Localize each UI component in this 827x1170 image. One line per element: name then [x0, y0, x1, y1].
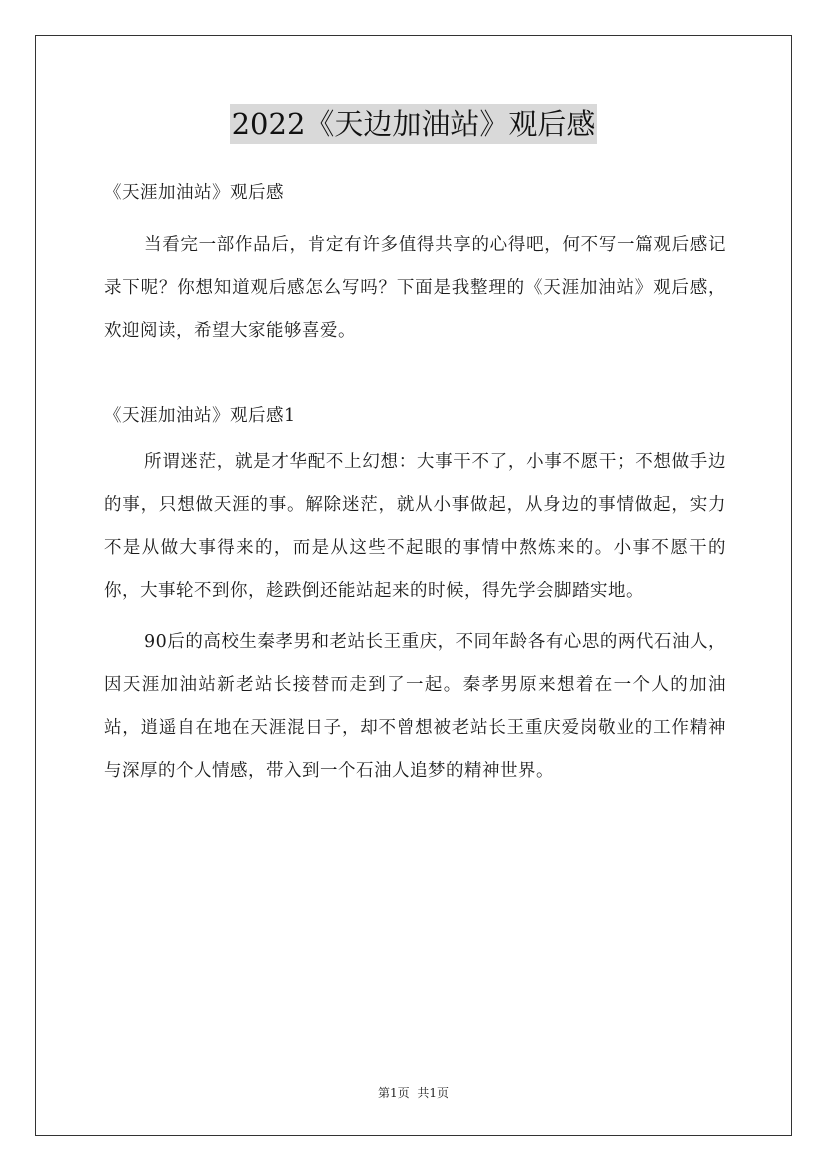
title-container [0, 104, 827, 144]
body-paragraph-2: 90后的高校生秦孝男和老站长王重庆，不同年龄各有心思的两代石油人，因天涯加油站新老站长接替而走到了一起。秦孝男原来想着在一个人的加油站，逍遥自在地在天涯混日子，却不曾想被老站长王重庆爱岗敬业的工作精神与深厚的个人情感，带入到一个石油人追梦的精神世界。 [104, 632, 726, 781]
page-total: 共1页 [417, 1086, 450, 1100]
section-heading-1: 《天涯加油站》观后感 [104, 183, 284, 203]
page-footer [0, 1084, 827, 1101]
section-heading-2: 《天涯加油站》观后感1 [104, 406, 296, 426]
document-title: 2022《天边加油站》观后感 [230, 104, 598, 144]
document-body [104, 172, 726, 793]
page-number: 第1页 [377, 1086, 410, 1100]
intro-paragraph: 当看完一部作品后，肯定有许多值得共享的心得吧，何不写一篇观后感记录下呢？你想知道观后感怎么写吗？下面是我整理的《天涯加油站》观后感，欢迎阅读，希望大家能够喜爱。 [104, 235, 726, 341]
body-paragraph-1: 所谓迷茫，就是才华配不上幻想：大事干不了，小事不愿干；不想做手边的事，只想做天涯的事。解除迷茫，就从小事做起，从身边的事情做起，实力不是从做大事得来的，而是从这些不起眼的事情中熬炼来的。小事不愿干的你，大事轮不到你，趁跌倒还能站起来的时候，得先学会脚踏实地。 [104, 452, 726, 601]
